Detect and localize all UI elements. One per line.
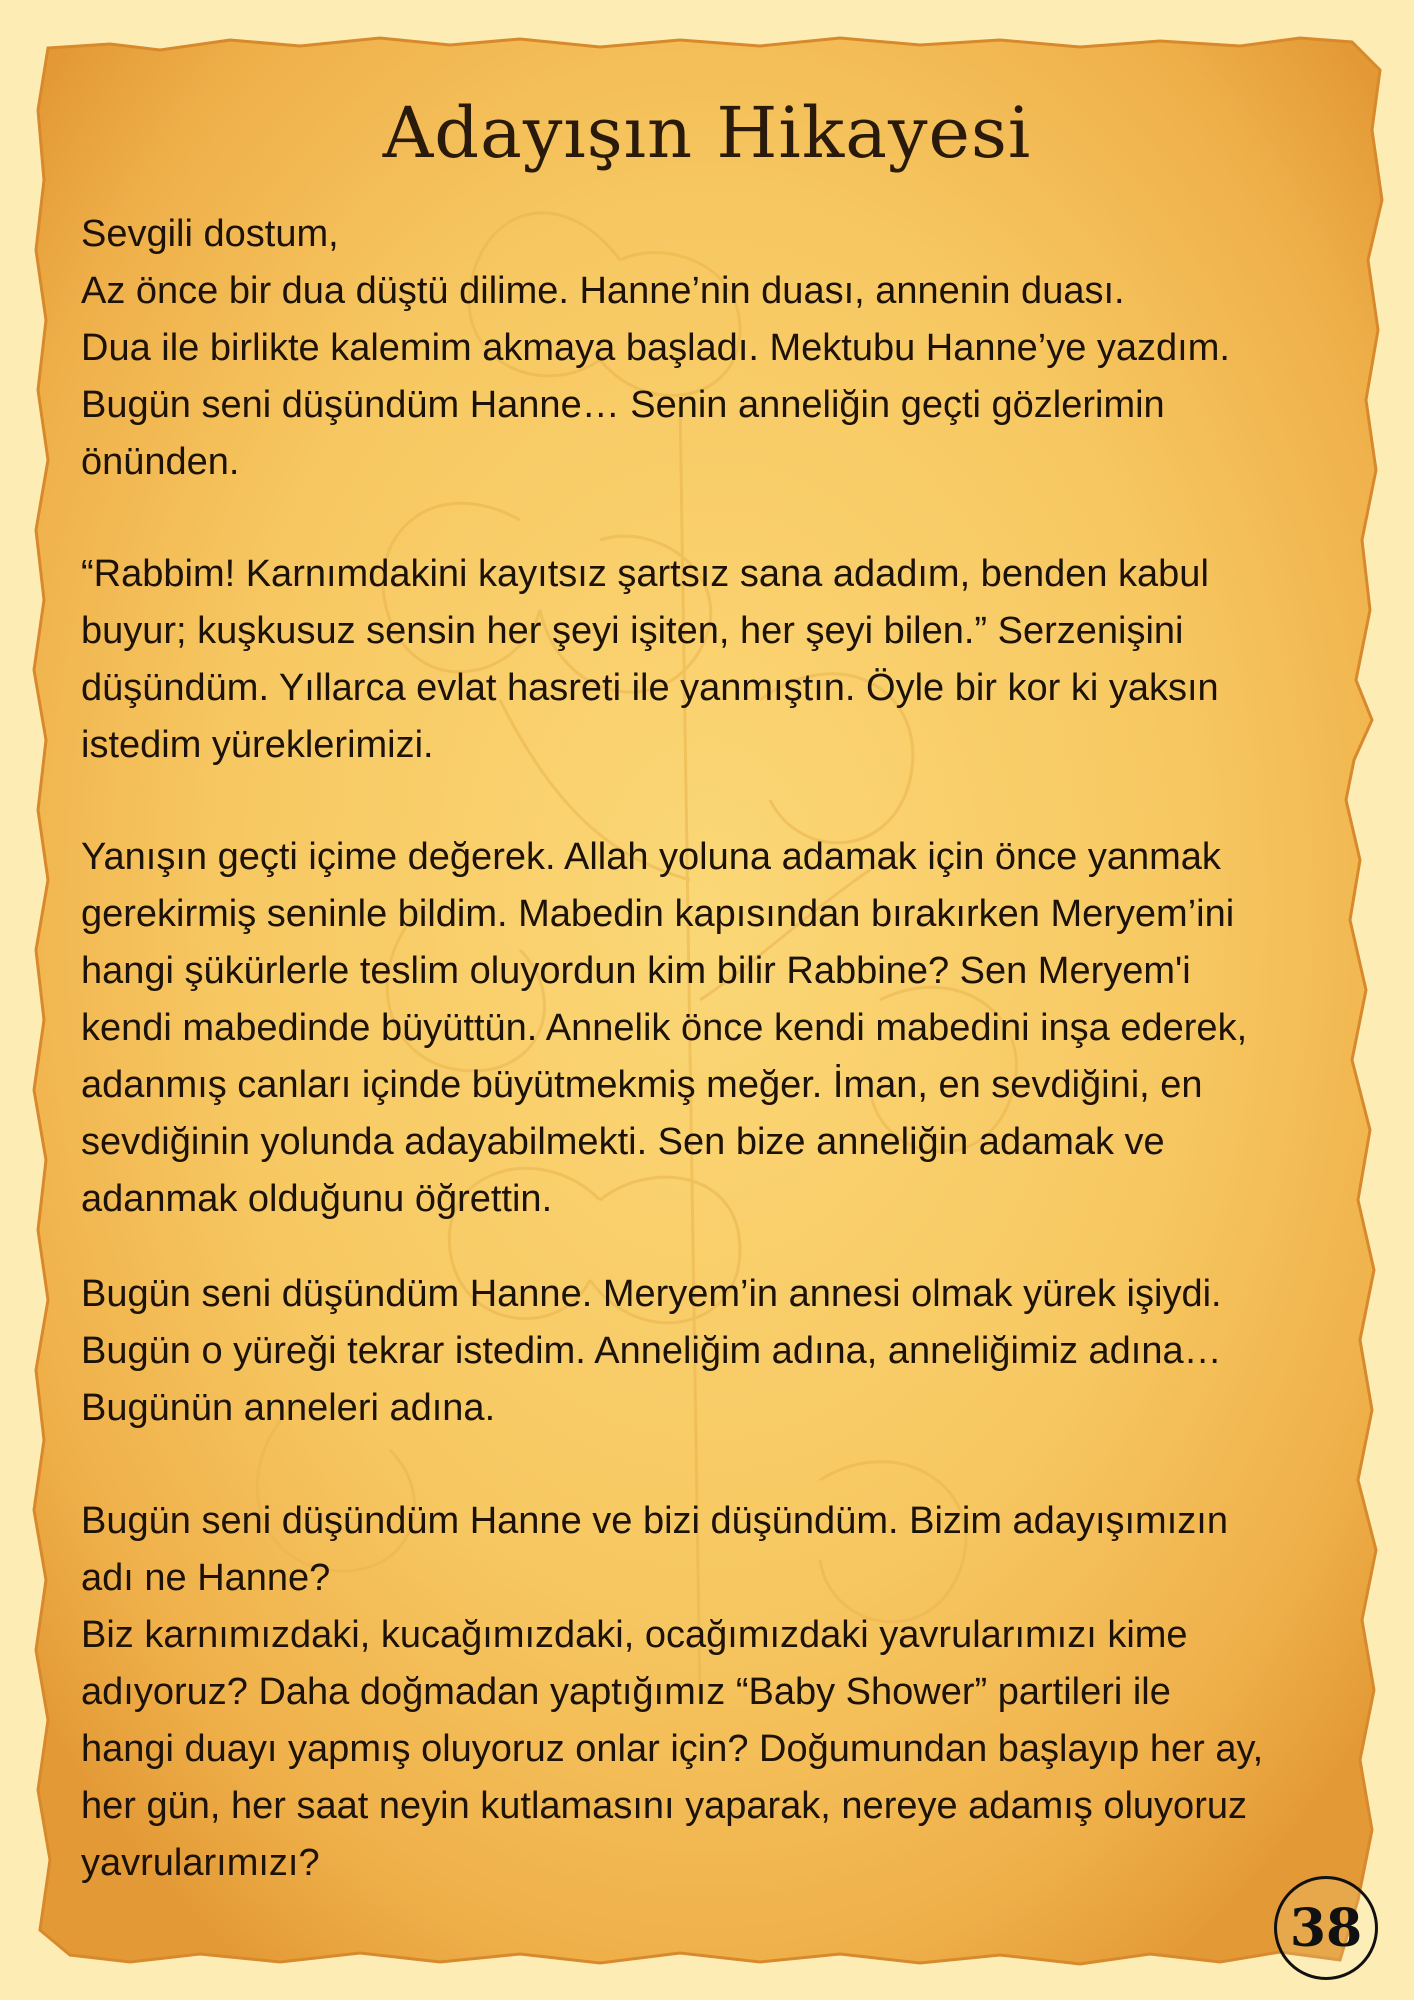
letter-line: Az önce bir dua düştü dilime. Hanne’nin duası, annenin duası. [81, 270, 1125, 312]
letter-line: Yanışın geçti içime değerek. Allah yoluna adamak için önce yanmak [81, 836, 1221, 878]
letter-line: gerekirmiş seninle bildim. Mabedin kapısından bırakırken Meryem’ini [81, 893, 1235, 935]
letter-line: önünden. [81, 441, 240, 483]
letter-line: kendi mabedinde büyüttün. Annelik önce kendi mabedini inşa ederek, [81, 1007, 1248, 1049]
letter-line: sevdiğinin yolunda adayabilmekti. Sen bize anneliğin adamak ve [81, 1121, 1165, 1163]
page-title: Adayışın Hikayesi [382, 92, 1032, 174]
letter-line: Bugün seni düşündüm Hanne ve bizi düşündüm. Bizim adayışımızın [81, 1500, 1228, 1542]
letter-line: Bugün seni düşündüm Hanne. Meryem’in annesi olmak yürek işiydi. [81, 1273, 1222, 1315]
letter-line: adanmış canları içinde büyütmekmiş meğer. İman, en sevdiğini, en [81, 1064, 1203, 1106]
letter-line: Bugünün anneleri adına. [81, 1387, 496, 1429]
letter-line: adı ne Hanne? [81, 1557, 331, 1599]
paragraph-gap [81, 1437, 1381, 1493]
letter-line: Dua ile birlikte kalemim akmaya başladı. Mektubu Hanne’ye yazdım. [81, 327, 1230, 369]
page-number: 38 [1274, 1876, 1378, 1980]
letter-line: Sevgili dostum, [81, 213, 339, 255]
letter-line: hangi şükürlerle teslim oluyordun kim bilir Rabbine? Sen Meryem'i [81, 950, 1191, 992]
letter-line: istedim yüreklerimizi. [81, 724, 434, 766]
letter-line: Bugün o yüreği tekrar istedim. Anneliğim adına, anneliğimiz adına… [81, 1330, 1222, 1372]
paragraph-gap [81, 774, 1381, 829]
letter-line: hangi duayı yapmış oluyoruz onlar için? Doğumundan başlayıp her ay, [81, 1728, 1264, 1770]
letter-line: yavrularımızı? [81, 1842, 320, 1884]
letter-line: adıyoruz? Daha doğmadan yaptığımız “Baby Shower” partileri ile [81, 1671, 1171, 1713]
letter-line: düşündüm. Yıllarca evlat hasreti ile yanmıştın. Öyle bir kor ki yaksın [81, 667, 1219, 709]
paragraph-gap [81, 1228, 1381, 1266]
letter-line: adanmak olduğunu öğrettin. [81, 1178, 553, 1220]
letter-line: Bugün seni düşündüm Hanne… Senin anneliğin geçti gözlerimin [81, 384, 1165, 426]
letter-body [81, 206, 1381, 1892]
letter-line: “Rabbim! Karnımdakini kayıtsız şartsız sana adadım, benden kabul [81, 553, 1209, 595]
letter-line: buyur; kuşkusuz sensin her şeyi işiten, her şeyi bilen.” Serzenişini [81, 610, 1184, 652]
paragraph-gap [81, 491, 1381, 546]
letter-line: Biz karnımızdaki, kucağımızdaki, ocağımızdaki yavrularımızı kime [81, 1614, 1188, 1656]
letter-line: her gün, her saat neyin kutlamasını yaparak, nereye adamış oluyoruz [81, 1785, 1247, 1827]
